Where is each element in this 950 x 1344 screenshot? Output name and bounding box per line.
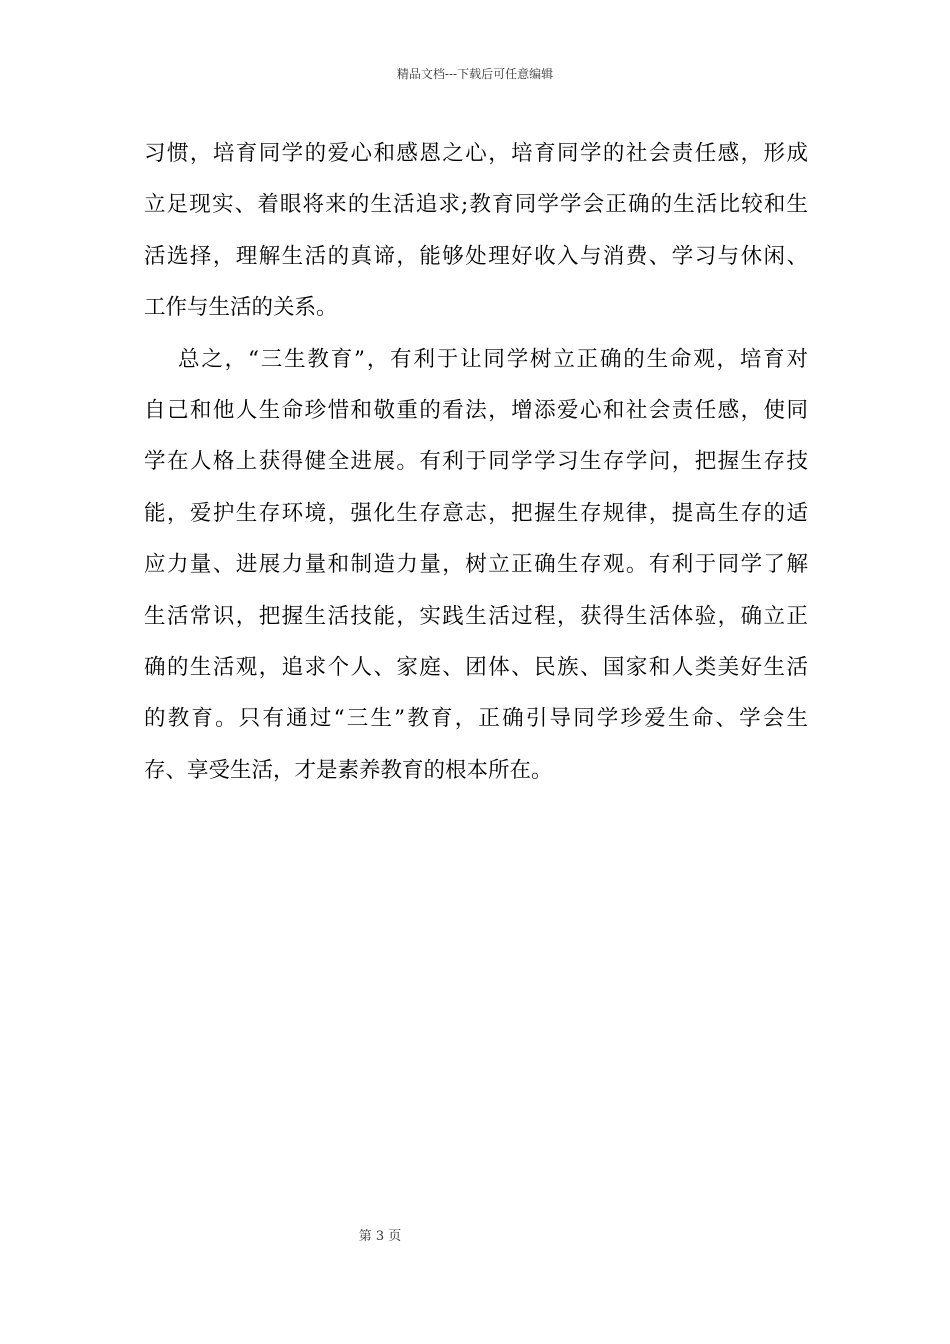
paragraph-line: 生活常识，把握生活技能，实践生活过程，获得生活体验，确立正 bbox=[144, 603, 808, 629]
paragraph-line: 习惯，培育同学的爱心和感恩之心，培育同学的社会责任感，形成 bbox=[144, 141, 808, 166]
page-header: 精品文档---下载后可任意编辑 bbox=[396, 67, 554, 81]
paragraph-2 bbox=[144, 334, 808, 797]
paragraph-line: 应力量、进展力量和制造力量，树立正确生存观。有利于同学了解 bbox=[144, 552, 808, 578]
paragraph-line: 活选择，理解生活的真谛，能够处理好收入与消费、学习与休闲、 bbox=[144, 243, 808, 269]
paragraph-line: 自己和他人生命珍惜和敬重的看法，增添爱心和社会责任感，使同 bbox=[144, 397, 808, 423]
paragraph-line: 工作与生活的关系。 bbox=[144, 295, 338, 321]
paragraph-line: 能，爱护生存环境，强化生存意志，把握生存规律，提高生存的适 bbox=[144, 500, 808, 526]
paragraph-line: 确的生活观，追求个人、家庭、团体、民族、国家和人类美好生活 bbox=[144, 654, 808, 680]
paragraph-line: 学在人格上获得健全进展。有利于同学学习生存学问，把握生存技 bbox=[144, 449, 808, 475]
paragraph-line: 总之，“三生教育”，有利于让同学树立正确的生命观，培育对 bbox=[178, 346, 808, 372]
paragraph-line: 立足现实、着眼将来的生活追求;教育同学学会正确的生活比较和生 bbox=[144, 192, 808, 218]
paragraph-1 bbox=[144, 128, 808, 334]
paragraph-line: 存、享受生活，才是素养教育的根本所在。 bbox=[144, 757, 553, 783]
document-body bbox=[144, 128, 808, 796]
page-number: 第 3 页 bbox=[358, 1229, 402, 1244]
paragraph-line: 的教育。只有通过“三生”教育，正确引导同学珍爱生命、学会生 bbox=[144, 706, 808, 732]
